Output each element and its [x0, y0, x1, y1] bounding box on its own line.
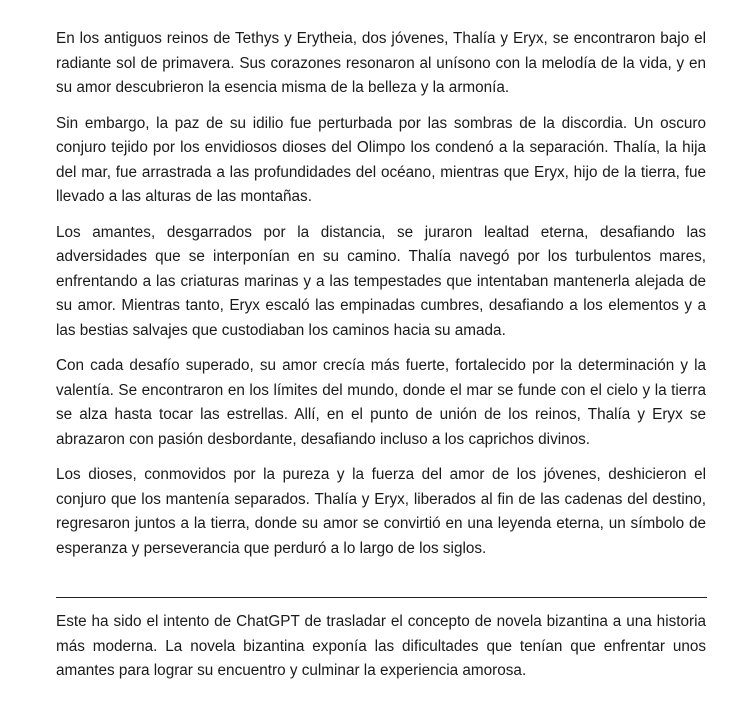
- section-divider: [56, 597, 707, 598]
- story-paragraph-3: Los amantes, desgarrados por la distancia, se juraron lealtad eterna, desafiando las adversidades que se interponían en su camino. Thalía navegó por los turbulentos mares, enfrentando a las criaturas marinas y a las tempestades que intentaban mantenerla alejada de su amor. Mientras tanto, Eryx escaló las empinadas cumbres, desafiando a los elementos y a las bestias salvajes que custodiaban los caminos hacia su amada.: [56, 223, 706, 339]
- author-note: Este ha sido el intento de ChatGPT de trasladar el concepto de novela bizantina a una historia más moderna. La novela bizantina exponía las dificultades que tenían que enfrentar unos amantes para lograr su encuentro y culminar la experiencia amorosa.: [56, 613, 706, 679]
- story-body: [56, 27, 706, 572]
- story-paragraph-5: Los dioses, conmovidos por la pureza y la fuerza del amor de los jóvenes, deshicieron el conjuro que los mantenía separados. Thalía y Eryx, liberados al fin de las cadenas del destino, regresaron juntos a la tierra, donde su amor se convirtió en una leyenda eterna, un símbolo de esperanza y perseverancia que perduró a lo largo de los siglos.: [56, 466, 706, 557]
- story-paragraph-1: En los antiguos reinos de Tethys y Erytheia, dos jóvenes, Thalía y Eryx, se encontraron bajo el radiante sol de primavera. Sus corazones resonaron al unísono con la melodía de la vida, y en su amor descubrieron la esencia misma de la belleza y la armonía.: [56, 30, 706, 96]
- story-paragraph-4: Con cada desafío superado, su amor crecía más fuerte, fortalecido por la determinación y la valentía. Se encontraron en los límites del mundo, donde el mar se funde con el cielo y la tierra se alza hasta tocar las estrellas. Allí, en el punto de unión de los reinos, Thalía y Eryx se abrazaron con pasión desbordante, desafiando incluso a los caprichos divinos.: [56, 357, 706, 448]
- story-paragraph-2: Sin embargo, la paz de su idilio fue perturbada por las sombras de la discordia. Un oscuro conjuro tejido por los envidiosos dioses del Olimpo los condenó a la separación. Thalía, la hija del mar, fue arrastrada a las profundidades del océano, mientras que Eryx, hijo de la tierra, fue llevado a las alturas de las montañas.: [56, 114, 706, 205]
